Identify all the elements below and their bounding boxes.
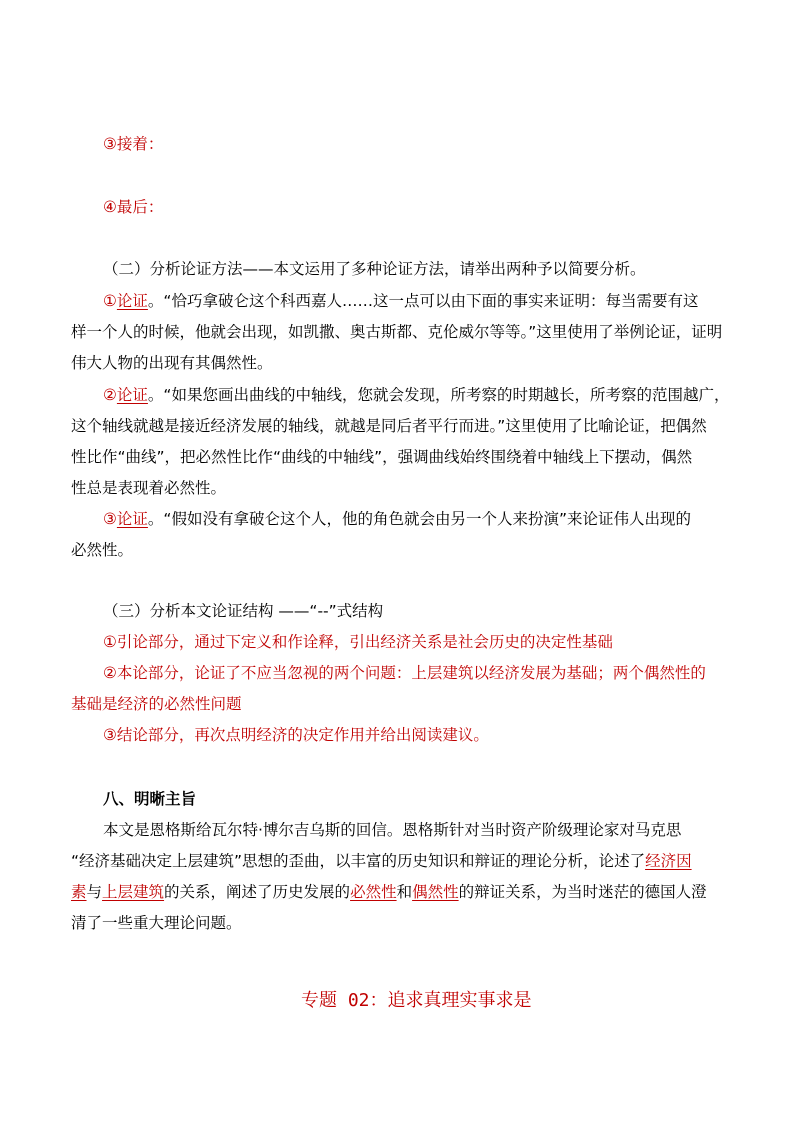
item2-text1: 。“如果您画出曲线的中轴线，您就会发现，所考察的时期越长，所考察的范围越广，	[147, 386, 730, 404]
section3-point2-line2: 基础是经济的必然性问题	[71, 695, 242, 713]
summary-line2-text: “经济基础决定上层建筑”思想的歪曲，以丰富的历史知识和辩证的理论分析，论述了	[71, 852, 646, 870]
item1-text1: 。“恰巧拿破仑这个科西嘉人……这一点可以由下面的事实来证明：每当需要有这	[147, 292, 699, 310]
keyword-contingency: 偶然性	[412, 883, 459, 901]
item1-tag: 论证	[116, 292, 148, 310]
section3-point1: ①引论部分，通过下定义和作诠释，引出经济关系是社会历史的决定性基础	[103, 633, 613, 651]
step-next: ③接着：	[103, 135, 164, 153]
keyword-necessity: 必然性	[350, 883, 397, 901]
summary-line3	[71, 882, 707, 902]
item3-line1	[103, 509, 691, 529]
item1-line3: 伟大人物的出现有其偶然性。	[71, 354, 273, 372]
section3-point2-line1: ②本论部分，论证了不应当忽视的两个问题：上层建筑以经济发展为基础；两个偶然性的	[103, 664, 706, 682]
item2-line2: 这个轴线就越是接近经济发展的轴线，就越是同后者平行而进。”这里使用了比喻论证，把偶然	[71, 417, 707, 435]
item3-line2: 必然性。	[71, 541, 134, 559]
section3-heading: （三）分析本文论证结构 ——“--”式结构	[103, 602, 384, 620]
section2-heading: （二）分析论证方法——本文运用了多种论证方法，请举出两种予以简要分析。	[103, 260, 646, 278]
item2-line1	[103, 385, 729, 405]
keyword-superstructure: 上层建筑	[102, 883, 165, 901]
summary-line3-text2: 的关系，阐述了历史发展的	[164, 883, 351, 901]
step-last: ④最后：	[103, 198, 164, 216]
item3-num: ③	[103, 510, 117, 528]
item1-line2: 样一个人的时候，他就会出现，如凯撒、奥古斯都、克伦威尔等等。”这里使用了举例论证，证明	[71, 323, 723, 341]
item2-line4: 性总是表现着必然性。	[71, 479, 227, 497]
item1-line1	[103, 291, 698, 311]
next-topic-title: 专题 02：追求真理实事求是	[301, 990, 532, 1011]
summary-line2	[71, 851, 692, 871]
section8-heading: 八、明晰主旨	[103, 790, 197, 808]
keyword-economic-factor-b: 素	[71, 883, 87, 901]
item2-tag: 论证	[116, 386, 148, 404]
item3-text1: 。“假如没有拿破仑这个人，他的角色就会由另一个人来扮演”来论证伟人出现的	[147, 510, 691, 528]
item3-tag: 论证	[116, 510, 148, 528]
summary-line3-text1: 与	[86, 883, 103, 901]
section3-point3: ③结论部分，再次点明经济的决定作用并给出阅读建议。	[103, 726, 489, 744]
summary-line4: 清了一些重大理论问题。	[71, 914, 242, 932]
item1-num: ①	[103, 292, 117, 310]
item2-line3: 性比作“曲线”，把必然性比作“曲线的中轴线”，强调曲线始终围绕着中轴线上下摆动，偶然	[71, 448, 693, 466]
keyword-economic-factor-a: 经济因	[645, 852, 692, 870]
item2-num: ②	[103, 386, 117, 404]
summary-line3-text4: 的辩证关系，为当时迷茫的德国人澄	[458, 883, 707, 901]
summary-line3-text3: 和	[396, 883, 413, 901]
summary-line1: 本文是恩格斯给瓦尔特·博尔吉乌斯的回信。恩格斯针对当时资产阶级理论家对马克思	[103, 821, 682, 839]
